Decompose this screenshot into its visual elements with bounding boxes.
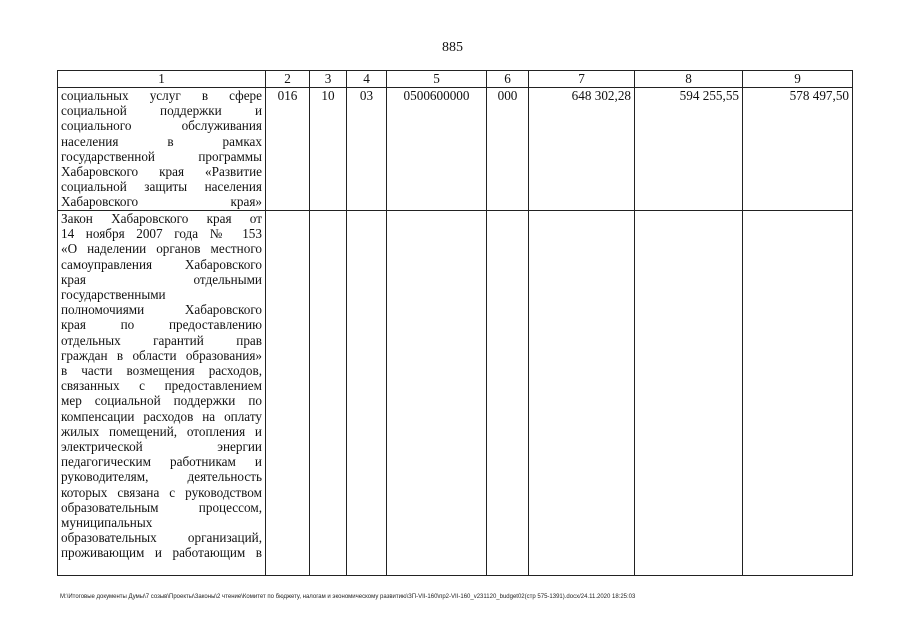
cell-target-article	[387, 211, 487, 576]
column-header-6: 6	[487, 71, 529, 88]
description-line: проживающим и работающим в	[61, 545, 262, 561]
cell-amount-year3	[743, 211, 853, 576]
column-header-1: 1	[58, 71, 266, 88]
cell-ministry-code	[266, 211, 310, 576]
row-description-cell	[58, 211, 266, 576]
column-header-7: 7	[529, 71, 635, 88]
description-line: полномочиями Хабаровского	[61, 302, 262, 318]
column-header-2: 2	[266, 71, 310, 88]
budget-table	[57, 70, 853, 576]
description-line: компенсации расходов на оплату	[61, 408, 262, 424]
row-description	[61, 88, 262, 210]
description-line: края по предоставлению	[61, 317, 262, 333]
description-line: населения в рамках	[61, 133, 262, 149]
description-line: 14 ноября 2007 года № 153	[61, 226, 262, 242]
row-description-cell	[58, 88, 266, 211]
column-header-3: 3	[310, 71, 347, 88]
column-header-8: 8	[635, 71, 743, 88]
description-line: связанных с предоставлением	[61, 378, 262, 394]
column-header-5: 5	[387, 71, 487, 88]
description-line: мер социальной поддержки по	[61, 393, 262, 409]
cell-expense-type	[487, 211, 529, 576]
cell-amount-year2: 594 255,55	[635, 88, 743, 211]
cell-amount-year2	[635, 211, 743, 576]
column-header-9: 9	[743, 71, 853, 88]
cell-amount-year1	[529, 211, 635, 576]
description-line: педагогическим работникам и	[61, 454, 262, 470]
column-header-4: 4	[347, 71, 387, 88]
description-line: Хабаровского края «Развитие	[61, 164, 262, 180]
description-line: социального обслуживания	[61, 118, 262, 134]
description-line: государственной программы	[61, 148, 262, 164]
cell-ministry-code: 016	[266, 88, 310, 211]
description-line: Хабаровского края»	[61, 194, 262, 210]
cell-amount-year1: 648 302,28	[529, 88, 635, 211]
header-row	[58, 71, 853, 88]
cell-subsection	[347, 211, 387, 576]
cell-amount-year3: 578 497,50	[743, 88, 853, 211]
description-line: социальной защиты населения	[61, 179, 262, 195]
description-line: социальной поддержки и	[61, 103, 262, 119]
cell-target-article: 0500600000	[387, 88, 487, 211]
table-row	[58, 88, 853, 211]
description-line: жилых помещений, отопления и	[61, 423, 262, 439]
description-line: государственными	[61, 287, 166, 303]
description-line: края отдельными	[61, 271, 262, 287]
description-line: Закон Хабаровского края от	[61, 211, 262, 226]
description-line: образовательных организаций,	[61, 530, 262, 546]
row-description	[61, 211, 262, 561]
description-line: электрической энергии	[61, 439, 262, 455]
page-number: 885	[442, 40, 463, 55]
cell-section	[310, 211, 347, 576]
description-line: социальных услуг в сфере	[61, 88, 262, 103]
description-line: в части возмещения расходов,	[61, 363, 262, 379]
description-line: которых связана с руководством	[61, 484, 262, 500]
description-line: граждан в области образования»	[61, 347, 262, 363]
description-line: самоуправления Хабаровского	[61, 256, 262, 272]
description-line: образовательным процессом,	[61, 499, 262, 515]
cell-subsection: 03	[347, 88, 387, 211]
table-row	[58, 211, 853, 576]
description-line: муниципальных	[61, 515, 153, 531]
description-line: отдельных гарантий прав	[61, 332, 262, 348]
description-line: руководителям, деятельность	[61, 469, 262, 485]
description-line: «О наделении органов местного	[61, 241, 262, 257]
cell-expense-type: 000	[487, 88, 529, 211]
cell-section: 10	[310, 88, 347, 211]
document-path-footer: M:\Итоговые документы Думы\7 созыв\Проекты\Законы\2 чтение\Комитет по бюджету, налогам и экономическому развитию\ЗП-VII-160\пр2-VII-160_v231120_budget02(стр 575-1391).docx/24.11.2020 18:25:03	[60, 594, 636, 600]
